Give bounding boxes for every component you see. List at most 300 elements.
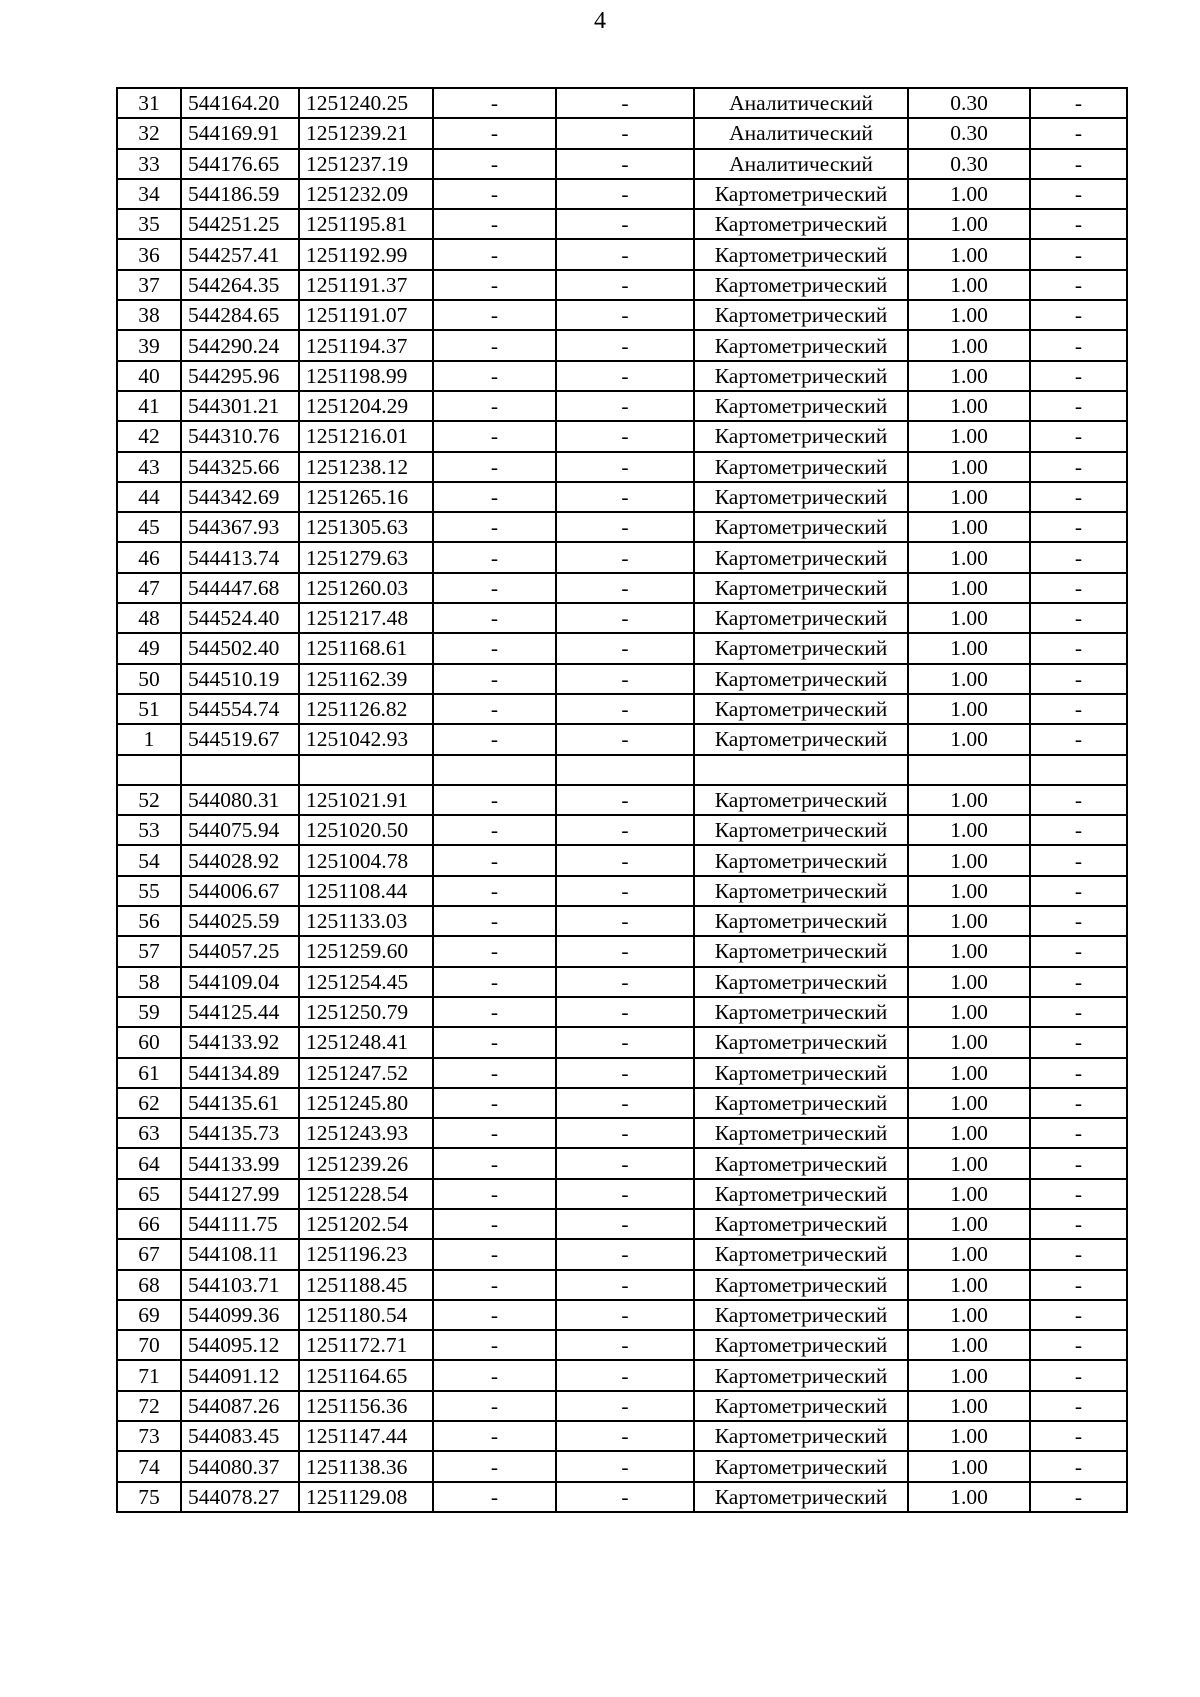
dash-cell: -: [433, 573, 556, 603]
table-row: [117, 1300, 1127, 1330]
table-row: [117, 906, 1127, 936]
x-coordinate-cell: 544524.40: [181, 603, 299, 633]
y-coordinate-cell: 1251202.54: [299, 1209, 433, 1239]
point-number-cell: 64: [117, 1148, 181, 1178]
method-cell: [694, 755, 908, 785]
y-coordinate-cell: 1251108.44: [299, 876, 433, 906]
dash-cell: -: [556, 239, 694, 269]
point-number-cell: 47: [117, 573, 181, 603]
x-coordinate-cell: 544111.75: [181, 1209, 299, 1239]
y-coordinate-cell: 1251260.03: [299, 573, 433, 603]
point-number-cell: 40: [117, 361, 181, 391]
y-coordinate-cell: 1251126.82: [299, 694, 433, 724]
dash-cell: -: [556, 936, 694, 966]
table-row: [117, 967, 1127, 997]
table-row: [117, 421, 1127, 451]
accuracy-cell: 1.00: [908, 239, 1030, 269]
accuracy-cell: 1.00: [908, 270, 1030, 300]
accuracy-cell: 1.00: [908, 361, 1030, 391]
dash-cell: -: [556, 209, 694, 239]
dash-cell: -: [1030, 88, 1127, 118]
x-coordinate-cell: 544057.25: [181, 936, 299, 966]
y-coordinate-cell: 1251192.99: [299, 239, 433, 269]
dash-cell: -: [556, 88, 694, 118]
table-row: [117, 664, 1127, 694]
dash-cell: -: [1030, 785, 1127, 815]
x-coordinate-cell: 544284.65: [181, 300, 299, 330]
dash-cell: -: [556, 664, 694, 694]
dash-cell: -: [433, 179, 556, 209]
dash-cell: -: [1030, 633, 1127, 663]
table-row: [117, 815, 1127, 845]
x-coordinate-cell: 544075.94: [181, 815, 299, 845]
dash-cell: -: [556, 694, 694, 724]
dash-cell: -: [1030, 906, 1127, 936]
method-cell: Картометрический: [694, 1330, 908, 1360]
y-coordinate-cell: 1251194.37: [299, 330, 433, 360]
table-row: [117, 300, 1127, 330]
dash-cell: -: [433, 1118, 556, 1148]
dash-cell: -: [556, 1239, 694, 1269]
coordinates-table-body: [117, 88, 1127, 1512]
dash-cell: -: [433, 1330, 556, 1360]
y-coordinate-cell: 1251198.99: [299, 361, 433, 391]
y-coordinate-cell: 1251042.93: [299, 724, 433, 754]
dash-cell: -: [433, 512, 556, 542]
y-coordinate-cell: 1251228.54: [299, 1179, 433, 1209]
dash-cell: -: [1030, 1451, 1127, 1481]
dash-cell: -: [556, 542, 694, 572]
dash-cell: -: [433, 1088, 556, 1118]
dash-cell: -: [556, 452, 694, 482]
dash-cell: -: [556, 270, 694, 300]
dash-cell: -: [556, 967, 694, 997]
dash-cell: -: [433, 1391, 556, 1421]
dash-cell: -: [556, 1209, 694, 1239]
point-number-cell: 60: [117, 1027, 181, 1057]
x-coordinate-cell: 544447.68: [181, 573, 299, 603]
table-row: [117, 1179, 1127, 1209]
dash-cell: -: [433, 694, 556, 724]
point-number-cell: 54: [117, 845, 181, 875]
accuracy-cell: 1.00: [908, 603, 1030, 633]
dash-cell: -: [433, 482, 556, 512]
dash-cell: -: [1030, 1148, 1127, 1178]
dash-cell: -: [556, 179, 694, 209]
dash-cell: -: [1030, 603, 1127, 633]
dash-cell: -: [1030, 330, 1127, 360]
table-row: [117, 1088, 1127, 1118]
dash-cell: -: [556, 421, 694, 451]
x-coordinate-cell: 544295.96: [181, 361, 299, 391]
method-cell: Картометрический: [694, 603, 908, 633]
dash-cell: -: [433, 391, 556, 421]
method-cell: Картометрический: [694, 1027, 908, 1057]
method-cell: Картометрический: [694, 664, 908, 694]
point-number-cell: 61: [117, 1058, 181, 1088]
table-row: [117, 239, 1127, 269]
dash-cell: -: [1030, 573, 1127, 603]
method-cell: Картометрический: [694, 330, 908, 360]
point-number-cell: 71: [117, 1360, 181, 1390]
table-row: [117, 1118, 1127, 1148]
dash-cell: -: [433, 724, 556, 754]
table-row: [117, 755, 1127, 785]
x-coordinate-cell: 544342.69: [181, 482, 299, 512]
dash-cell: -: [433, 876, 556, 906]
dash-cell: -: [1030, 664, 1127, 694]
x-coordinate-cell: 544080.31: [181, 785, 299, 815]
point-number-cell: 66: [117, 1209, 181, 1239]
dash-cell: -: [556, 361, 694, 391]
dash-cell: -: [1030, 361, 1127, 391]
x-coordinate-cell: 544325.66: [181, 452, 299, 482]
accuracy-cell: 1.00: [908, 391, 1030, 421]
accuracy-cell: 1.00: [908, 1118, 1030, 1148]
point-number-cell: 48: [117, 603, 181, 633]
method-cell: Аналитический: [694, 149, 908, 179]
table-row: [117, 1270, 1127, 1300]
table-row: [117, 1058, 1127, 1088]
table-row: [117, 1027, 1127, 1057]
dash-cell: -: [556, 1451, 694, 1481]
accuracy-cell: 1.00: [908, 906, 1030, 936]
dash-cell: -: [1030, 845, 1127, 875]
dash-cell: -: [433, 997, 556, 1027]
point-number-cell: 38: [117, 300, 181, 330]
method-cell: Картометрический: [694, 391, 908, 421]
y-coordinate-cell: 1251240.25: [299, 88, 433, 118]
dash-cell: -: [556, 1360, 694, 1390]
y-coordinate-cell: 1251250.79: [299, 997, 433, 1027]
y-coordinate-cell: 1251204.29: [299, 391, 433, 421]
method-cell: Картометрический: [694, 1270, 908, 1300]
point-number-cell: 68: [117, 1270, 181, 1300]
accuracy-cell: 0.30: [908, 88, 1030, 118]
table-row: [117, 270, 1127, 300]
accuracy-cell: 0.30: [908, 149, 1030, 179]
dash-cell: -: [1030, 300, 1127, 330]
method-cell: Картометрический: [694, 482, 908, 512]
point-number-cell: 70: [117, 1330, 181, 1360]
y-coordinate-cell: 1251247.52: [299, 1058, 433, 1088]
accuracy-cell: 1.00: [908, 967, 1030, 997]
point-number-cell: 37: [117, 270, 181, 300]
dash-cell: -: [556, 391, 694, 421]
point-number-cell: 50: [117, 664, 181, 694]
method-cell: Картометрический: [694, 209, 908, 239]
dash-cell: -: [556, 845, 694, 875]
dash-cell: -: [556, 906, 694, 936]
accuracy-cell: 1.00: [908, 573, 1030, 603]
dash-cell: -: [556, 300, 694, 330]
point-number-cell: [117, 755, 181, 785]
dash-cell: -: [556, 1058, 694, 1088]
table-row: [117, 694, 1127, 724]
y-coordinate-cell: 1251188.45: [299, 1270, 433, 1300]
dash-cell: -: [1030, 1391, 1127, 1421]
point-number-cell: 65: [117, 1179, 181, 1209]
dash-cell: -: [1030, 1330, 1127, 1360]
dash-cell: -: [433, 1270, 556, 1300]
point-number-cell: 69: [117, 1300, 181, 1330]
x-coordinate-cell: 544025.59: [181, 906, 299, 936]
dash-cell: -: [1030, 997, 1127, 1027]
point-number-cell: 57: [117, 936, 181, 966]
accuracy-cell: 1.00: [908, 1270, 1030, 1300]
dash-cell: -: [1030, 1209, 1127, 1239]
method-cell: Картометрический: [694, 1421, 908, 1451]
dash-cell: -: [1030, 452, 1127, 482]
table-row: [117, 724, 1127, 754]
dash-cell: -: [556, 1148, 694, 1178]
dash-cell: -: [556, 1270, 694, 1300]
accuracy-cell: 1.00: [908, 1148, 1030, 1178]
dash-cell: -: [433, 967, 556, 997]
dash-cell: -: [433, 88, 556, 118]
table-row: [117, 118, 1127, 148]
dash-cell: -: [1030, 1270, 1127, 1300]
method-cell: Картометрический: [694, 1482, 908, 1512]
x-coordinate-cell: 544367.93: [181, 512, 299, 542]
y-coordinate-cell: 1251156.36: [299, 1391, 433, 1421]
x-coordinate-cell: 544251.25: [181, 209, 299, 239]
method-cell: Картометрический: [694, 270, 908, 300]
dash-cell: -: [433, 1027, 556, 1057]
method-cell: Картометрический: [694, 815, 908, 845]
dash-cell: -: [433, 239, 556, 269]
dash-cell: -: [556, 815, 694, 845]
point-number-cell: 39: [117, 330, 181, 360]
method-cell: Картометрический: [694, 1451, 908, 1481]
dash-cell: -: [433, 361, 556, 391]
dash-cell: -: [1030, 876, 1127, 906]
table-row: [117, 179, 1127, 209]
accuracy-cell: 1.00: [908, 452, 1030, 482]
point-number-cell: 46: [117, 542, 181, 572]
table-row: [117, 209, 1127, 239]
dash-cell: -: [433, 1179, 556, 1209]
dash-cell: -: [433, 906, 556, 936]
point-number-cell: 51: [117, 694, 181, 724]
dash-cell: -: [1030, 179, 1127, 209]
accuracy-cell: 1.00: [908, 1088, 1030, 1118]
method-cell: Картометрический: [694, 361, 908, 391]
accuracy-cell: 1.00: [908, 1421, 1030, 1451]
y-coordinate-cell: 1251020.50: [299, 815, 433, 845]
dash-cell: -: [433, 1451, 556, 1481]
dash-cell: -: [556, 876, 694, 906]
dash-cell: -: [1030, 1027, 1127, 1057]
y-coordinate-cell: 1251238.12: [299, 452, 433, 482]
accuracy-cell: 1.00: [908, 421, 1030, 451]
y-coordinate-cell: 1251164.65: [299, 1360, 433, 1390]
table-row: [117, 1360, 1127, 1390]
x-coordinate-cell: 544125.44: [181, 997, 299, 1027]
dash-cell: -: [1030, 239, 1127, 269]
method-cell: Аналитический: [694, 118, 908, 148]
x-coordinate-cell: 544133.99: [181, 1148, 299, 1178]
dash-cell: -: [433, 452, 556, 482]
dash-cell: -: [556, 1330, 694, 1360]
y-coordinate-cell: 1251172.71: [299, 1330, 433, 1360]
dash-cell: -: [433, 421, 556, 451]
point-number-cell: 43: [117, 452, 181, 482]
y-coordinate-cell: 1251004.78: [299, 845, 433, 875]
dash-cell: -: [556, 1482, 694, 1512]
x-coordinate-cell: 544257.41: [181, 239, 299, 269]
table-row: [117, 149, 1127, 179]
method-cell: Картометрический: [694, 1391, 908, 1421]
method-cell: Картометрический: [694, 1179, 908, 1209]
accuracy-cell: 1.00: [908, 785, 1030, 815]
dash-cell: -: [433, 300, 556, 330]
dash-cell: -: [433, 118, 556, 148]
point-number-cell: 56: [117, 906, 181, 936]
method-cell: Картометрический: [694, 694, 908, 724]
x-coordinate-cell: 544164.20: [181, 88, 299, 118]
dash-cell: -: [1030, 512, 1127, 542]
dash-cell: -: [1030, 1300, 1127, 1330]
dash-cell: -: [556, 785, 694, 815]
dash-cell: -: [433, 270, 556, 300]
dash-cell: -: [433, 1239, 556, 1269]
method-cell: Картометрический: [694, 1300, 908, 1330]
accuracy-cell: 1.00: [908, 1391, 1030, 1421]
page-number: 4: [594, 8, 606, 34]
dash-cell: -: [1030, 1058, 1127, 1088]
table-row: [117, 633, 1127, 663]
dash-cell: -: [556, 1118, 694, 1148]
point-number-cell: 33: [117, 149, 181, 179]
dash-cell: -: [1030, 421, 1127, 451]
y-coordinate-cell: [299, 755, 433, 785]
x-coordinate-cell: 544264.35: [181, 270, 299, 300]
method-cell: Картометрический: [694, 967, 908, 997]
method-cell: Аналитический: [694, 88, 908, 118]
x-coordinate-cell: 544080.37: [181, 1451, 299, 1481]
table-row: [117, 1209, 1127, 1239]
y-coordinate-cell: 1251237.19: [299, 149, 433, 179]
point-number-cell: 36: [117, 239, 181, 269]
method-cell: Картометрический: [694, 421, 908, 451]
x-coordinate-cell: 544109.04: [181, 967, 299, 997]
dash-cell: -: [433, 1482, 556, 1512]
method-cell: Картометрический: [694, 785, 908, 815]
table-row: [117, 1421, 1127, 1451]
x-coordinate-cell: 544301.21: [181, 391, 299, 421]
dash-cell: -: [1030, 1421, 1127, 1451]
table-row: [117, 876, 1127, 906]
point-number-cell: 72: [117, 1391, 181, 1421]
point-number-cell: 53: [117, 815, 181, 845]
y-coordinate-cell: 1251239.21: [299, 118, 433, 148]
y-coordinate-cell: 1251243.93: [299, 1118, 433, 1148]
dash-cell: -: [1030, 118, 1127, 148]
dash-cell: -: [433, 330, 556, 360]
table-row: [117, 391, 1127, 421]
dash-cell: -: [433, 664, 556, 694]
y-coordinate-cell: 1251168.61: [299, 633, 433, 663]
accuracy-cell: 1.00: [908, 1058, 1030, 1088]
point-number-cell: 62: [117, 1088, 181, 1118]
y-coordinate-cell: 1251147.44: [299, 1421, 433, 1451]
accuracy-cell: 1.00: [908, 1027, 1030, 1057]
dash-cell: [556, 755, 694, 785]
table-row: [117, 1451, 1127, 1481]
dash-cell: -: [556, 1421, 694, 1451]
table-row: [117, 997, 1127, 1027]
dash-cell: -: [433, 603, 556, 633]
accuracy-cell: 1.00: [908, 1179, 1030, 1209]
accuracy-cell: 1.00: [908, 1451, 1030, 1481]
x-coordinate-cell: 544134.89: [181, 1058, 299, 1088]
method-cell: Картометрический: [694, 542, 908, 572]
table-row: [117, 1482, 1127, 1512]
dash-cell: -: [556, 118, 694, 148]
x-coordinate-cell: 544006.67: [181, 876, 299, 906]
table-row: [117, 1148, 1127, 1178]
accuracy-cell: 1.00: [908, 330, 1030, 360]
accuracy-cell: 1.00: [908, 1300, 1030, 1330]
x-coordinate-cell: 544099.36: [181, 1300, 299, 1330]
x-coordinate-cell: 544108.11: [181, 1239, 299, 1269]
dash-cell: -: [556, 1088, 694, 1118]
point-number-cell: 55: [117, 876, 181, 906]
table-row: [117, 1330, 1127, 1360]
y-coordinate-cell: 1251180.54: [299, 1300, 433, 1330]
point-number-cell: 63: [117, 1118, 181, 1148]
table-row: [117, 88, 1127, 118]
dash-cell: -: [433, 785, 556, 815]
x-coordinate-cell: 544413.74: [181, 542, 299, 572]
x-coordinate-cell: 544519.67: [181, 724, 299, 754]
y-coordinate-cell: 1251217.48: [299, 603, 433, 633]
point-number-cell: 75: [117, 1482, 181, 1512]
accuracy-cell: 1.00: [908, 664, 1030, 694]
y-coordinate-cell: 1251129.08: [299, 1482, 433, 1512]
dash-cell: -: [1030, 1179, 1127, 1209]
method-cell: Картометрический: [694, 633, 908, 663]
x-coordinate-cell: 544135.73: [181, 1118, 299, 1148]
accuracy-cell: 1.00: [908, 1209, 1030, 1239]
accuracy-cell: 1.00: [908, 1330, 1030, 1360]
y-coordinate-cell: 1251239.26: [299, 1148, 433, 1178]
point-number-cell: 35: [117, 209, 181, 239]
dash-cell: -: [556, 1300, 694, 1330]
accuracy-cell: [908, 755, 1030, 785]
method-cell: Картометрический: [694, 239, 908, 269]
dash-cell: -: [1030, 1118, 1127, 1148]
dash-cell: -: [433, 936, 556, 966]
dash-cell: -: [1030, 209, 1127, 239]
method-cell: Картометрический: [694, 1239, 908, 1269]
method-cell: Картометрический: [694, 452, 908, 482]
dash-cell: -: [1030, 270, 1127, 300]
accuracy-cell: 1.00: [908, 1482, 1030, 1512]
method-cell: Картометрический: [694, 1088, 908, 1118]
x-coordinate-cell: 544290.24: [181, 330, 299, 360]
dash-cell: -: [433, 1058, 556, 1088]
method-cell: Картометрический: [694, 1118, 908, 1148]
point-number-cell: 73: [117, 1421, 181, 1451]
dash-cell: -: [433, 542, 556, 572]
y-coordinate-cell: 1251248.41: [299, 1027, 433, 1057]
accuracy-cell: 1.00: [908, 512, 1030, 542]
accuracy-cell: 0.30: [908, 118, 1030, 148]
dash-cell: -: [556, 997, 694, 1027]
dash-cell: -: [556, 1391, 694, 1421]
